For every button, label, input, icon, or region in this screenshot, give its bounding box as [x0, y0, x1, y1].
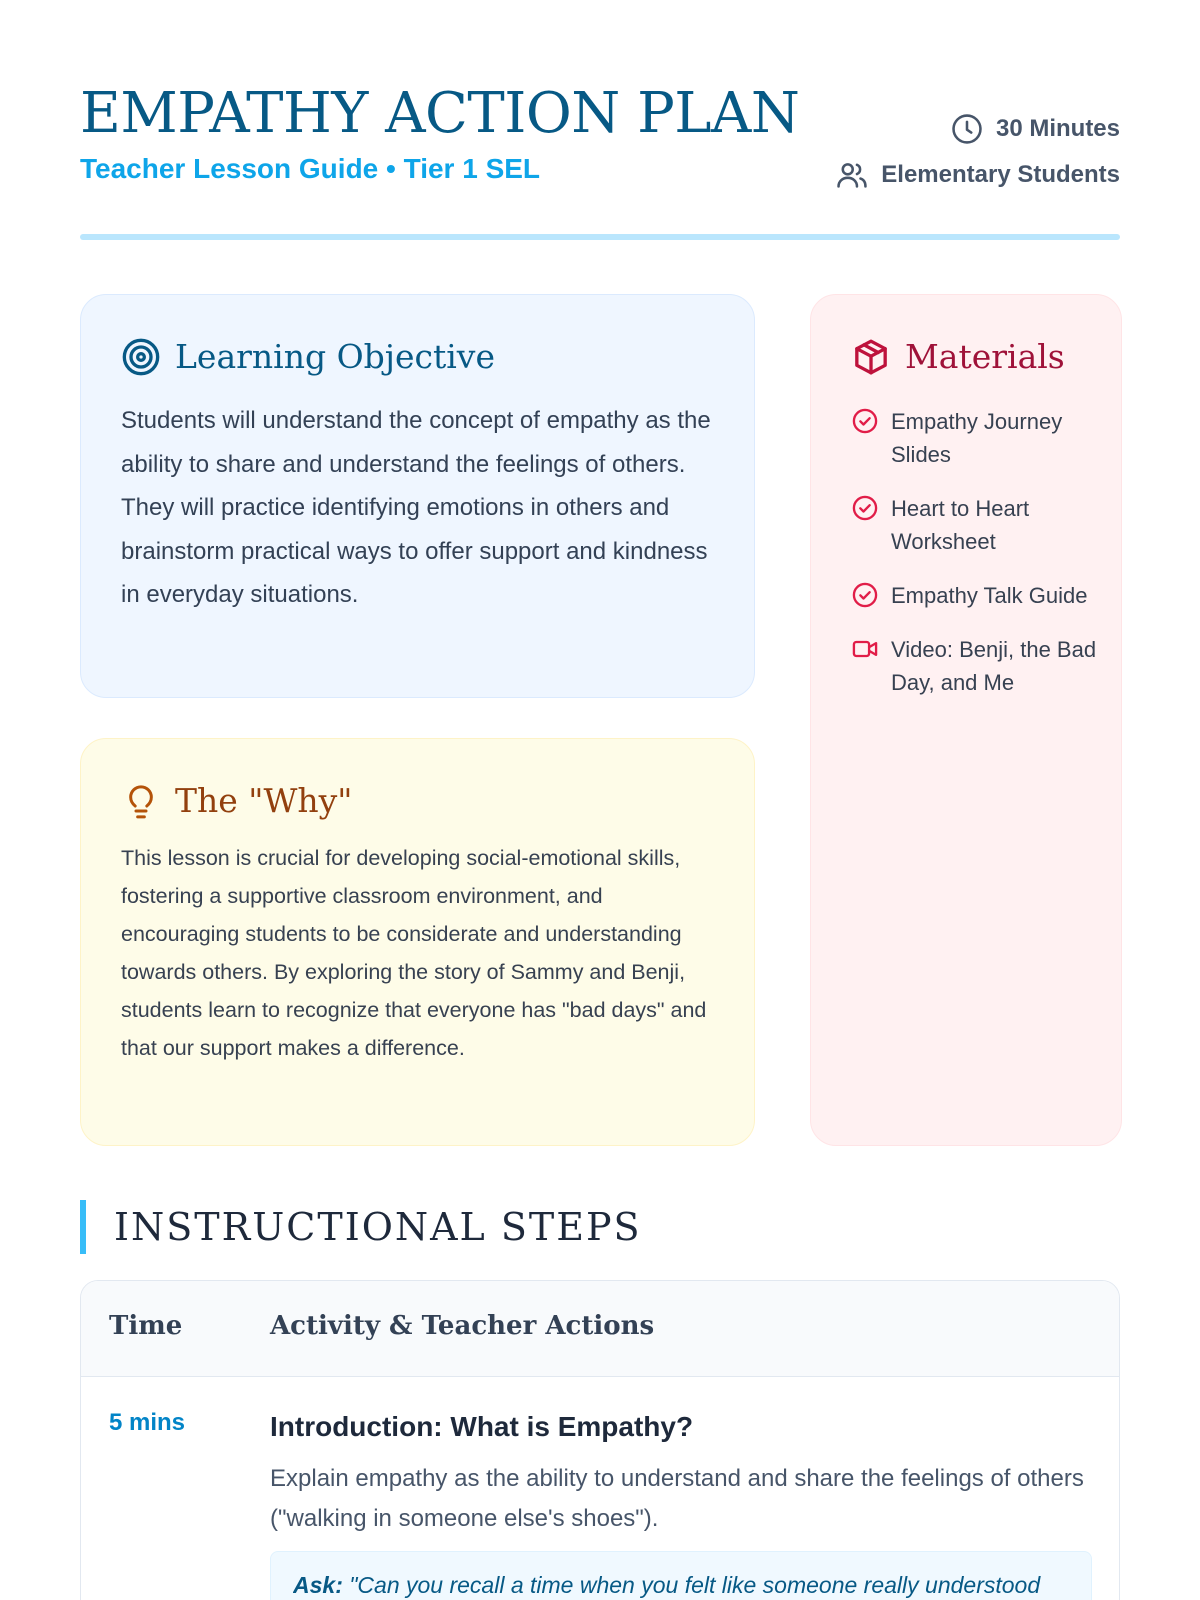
- objective-text: Students will understand the concept of empathy as the ability to share and understand the feelings of others. They will practice identifying emotions in others and brainstorm practical ways to offer support and kindness in everyday situations.: [121, 407, 711, 608]
- lesson-page: [80, 0, 1120, 1600]
- materials-heading-row: [851, 335, 1065, 379]
- clock-icon: [950, 112, 984, 146]
- audience-meta: [835, 152, 1120, 198]
- video-icon: [851, 635, 879, 663]
- list-item: [851, 579, 1101, 612]
- header-divider: [80, 234, 1120, 240]
- table-header: [81, 1281, 1119, 1377]
- list-item: [851, 405, 1101, 471]
- steps-heading: INSTRUCTIONAL STEPS: [114, 1205, 642, 1249]
- steps-table: [80, 1280, 1120, 1600]
- list-item: [851, 492, 1101, 558]
- why-text: This lesson is crucial for developing social-emotional skills, fostering a supportive classroom environment, and encouraging students to be considerate and understanding towards others. By exploring the story of Sammy and Benji, students learn to recognize that everyone has "bad days" and that our support makes a difference.: [121, 846, 707, 1060]
- box-icon: [851, 337, 891, 377]
- material-label: Empathy Journey Slides: [891, 409, 1063, 467]
- column-header-activity: Activity & Teacher Actions: [270, 1311, 655, 1341]
- list-item: [851, 633, 1101, 699]
- column-header-time: Time: [109, 1311, 183, 1341]
- lesson-meta: [835, 106, 1120, 198]
- lightbulb-icon: [121, 781, 161, 821]
- duration-meta: [835, 106, 1120, 152]
- objective-heading-row: [121, 335, 495, 379]
- ask-callout: [270, 1551, 1092, 1600]
- target-icon: [121, 337, 161, 377]
- materials-list: [851, 405, 1101, 720]
- why-card: [80, 738, 755, 1146]
- step-description: Explain empathy as the ability to understand and share the feelings of others ("walking in someone else's shoes").: [270, 1465, 1084, 1532]
- ask-label: Ask:: [293, 1572, 343, 1598]
- objective-heading: Learning Objective: [175, 337, 495, 376]
- users-icon: [835, 158, 869, 192]
- steps-heading-bar: [80, 1200, 642, 1254]
- check-circle-icon: [851, 581, 879, 609]
- check-circle-icon: [851, 494, 879, 522]
- ask-text-line: [293, 1572, 1073, 1599]
- header: [80, 82, 1120, 242]
- material-label: Empathy Talk Guide: [891, 583, 1088, 608]
- material-label: Video: Benji, the Bad Day, and Me: [891, 637, 1097, 695]
- ask-question: "Can you recall a time when you felt like someone really understood: [349, 1572, 1041, 1598]
- learning-objective-card: [80, 294, 755, 698]
- step-title: Introduction: What is Empathy?: [270, 1411, 694, 1442]
- why-heading: The "Why": [175, 781, 353, 820]
- check-circle-icon: [851, 407, 879, 435]
- materials-card: [810, 294, 1122, 1146]
- why-heading-row: [121, 779, 352, 823]
- duration-label: 30 Minutes: [995, 115, 1120, 142]
- material-label: Heart to Heart Worksheet: [891, 496, 1030, 554]
- step-time: 5 mins: [109, 1409, 186, 1436]
- page-title: EMPATHY ACTION PLAN: [80, 81, 800, 146]
- page-subtitle: Teacher Lesson Guide • Tier 1 SEL: [80, 153, 541, 184]
- audience-label: Elementary Students: [881, 161, 1120, 188]
- materials-heading: Materials: [905, 337, 1065, 376]
